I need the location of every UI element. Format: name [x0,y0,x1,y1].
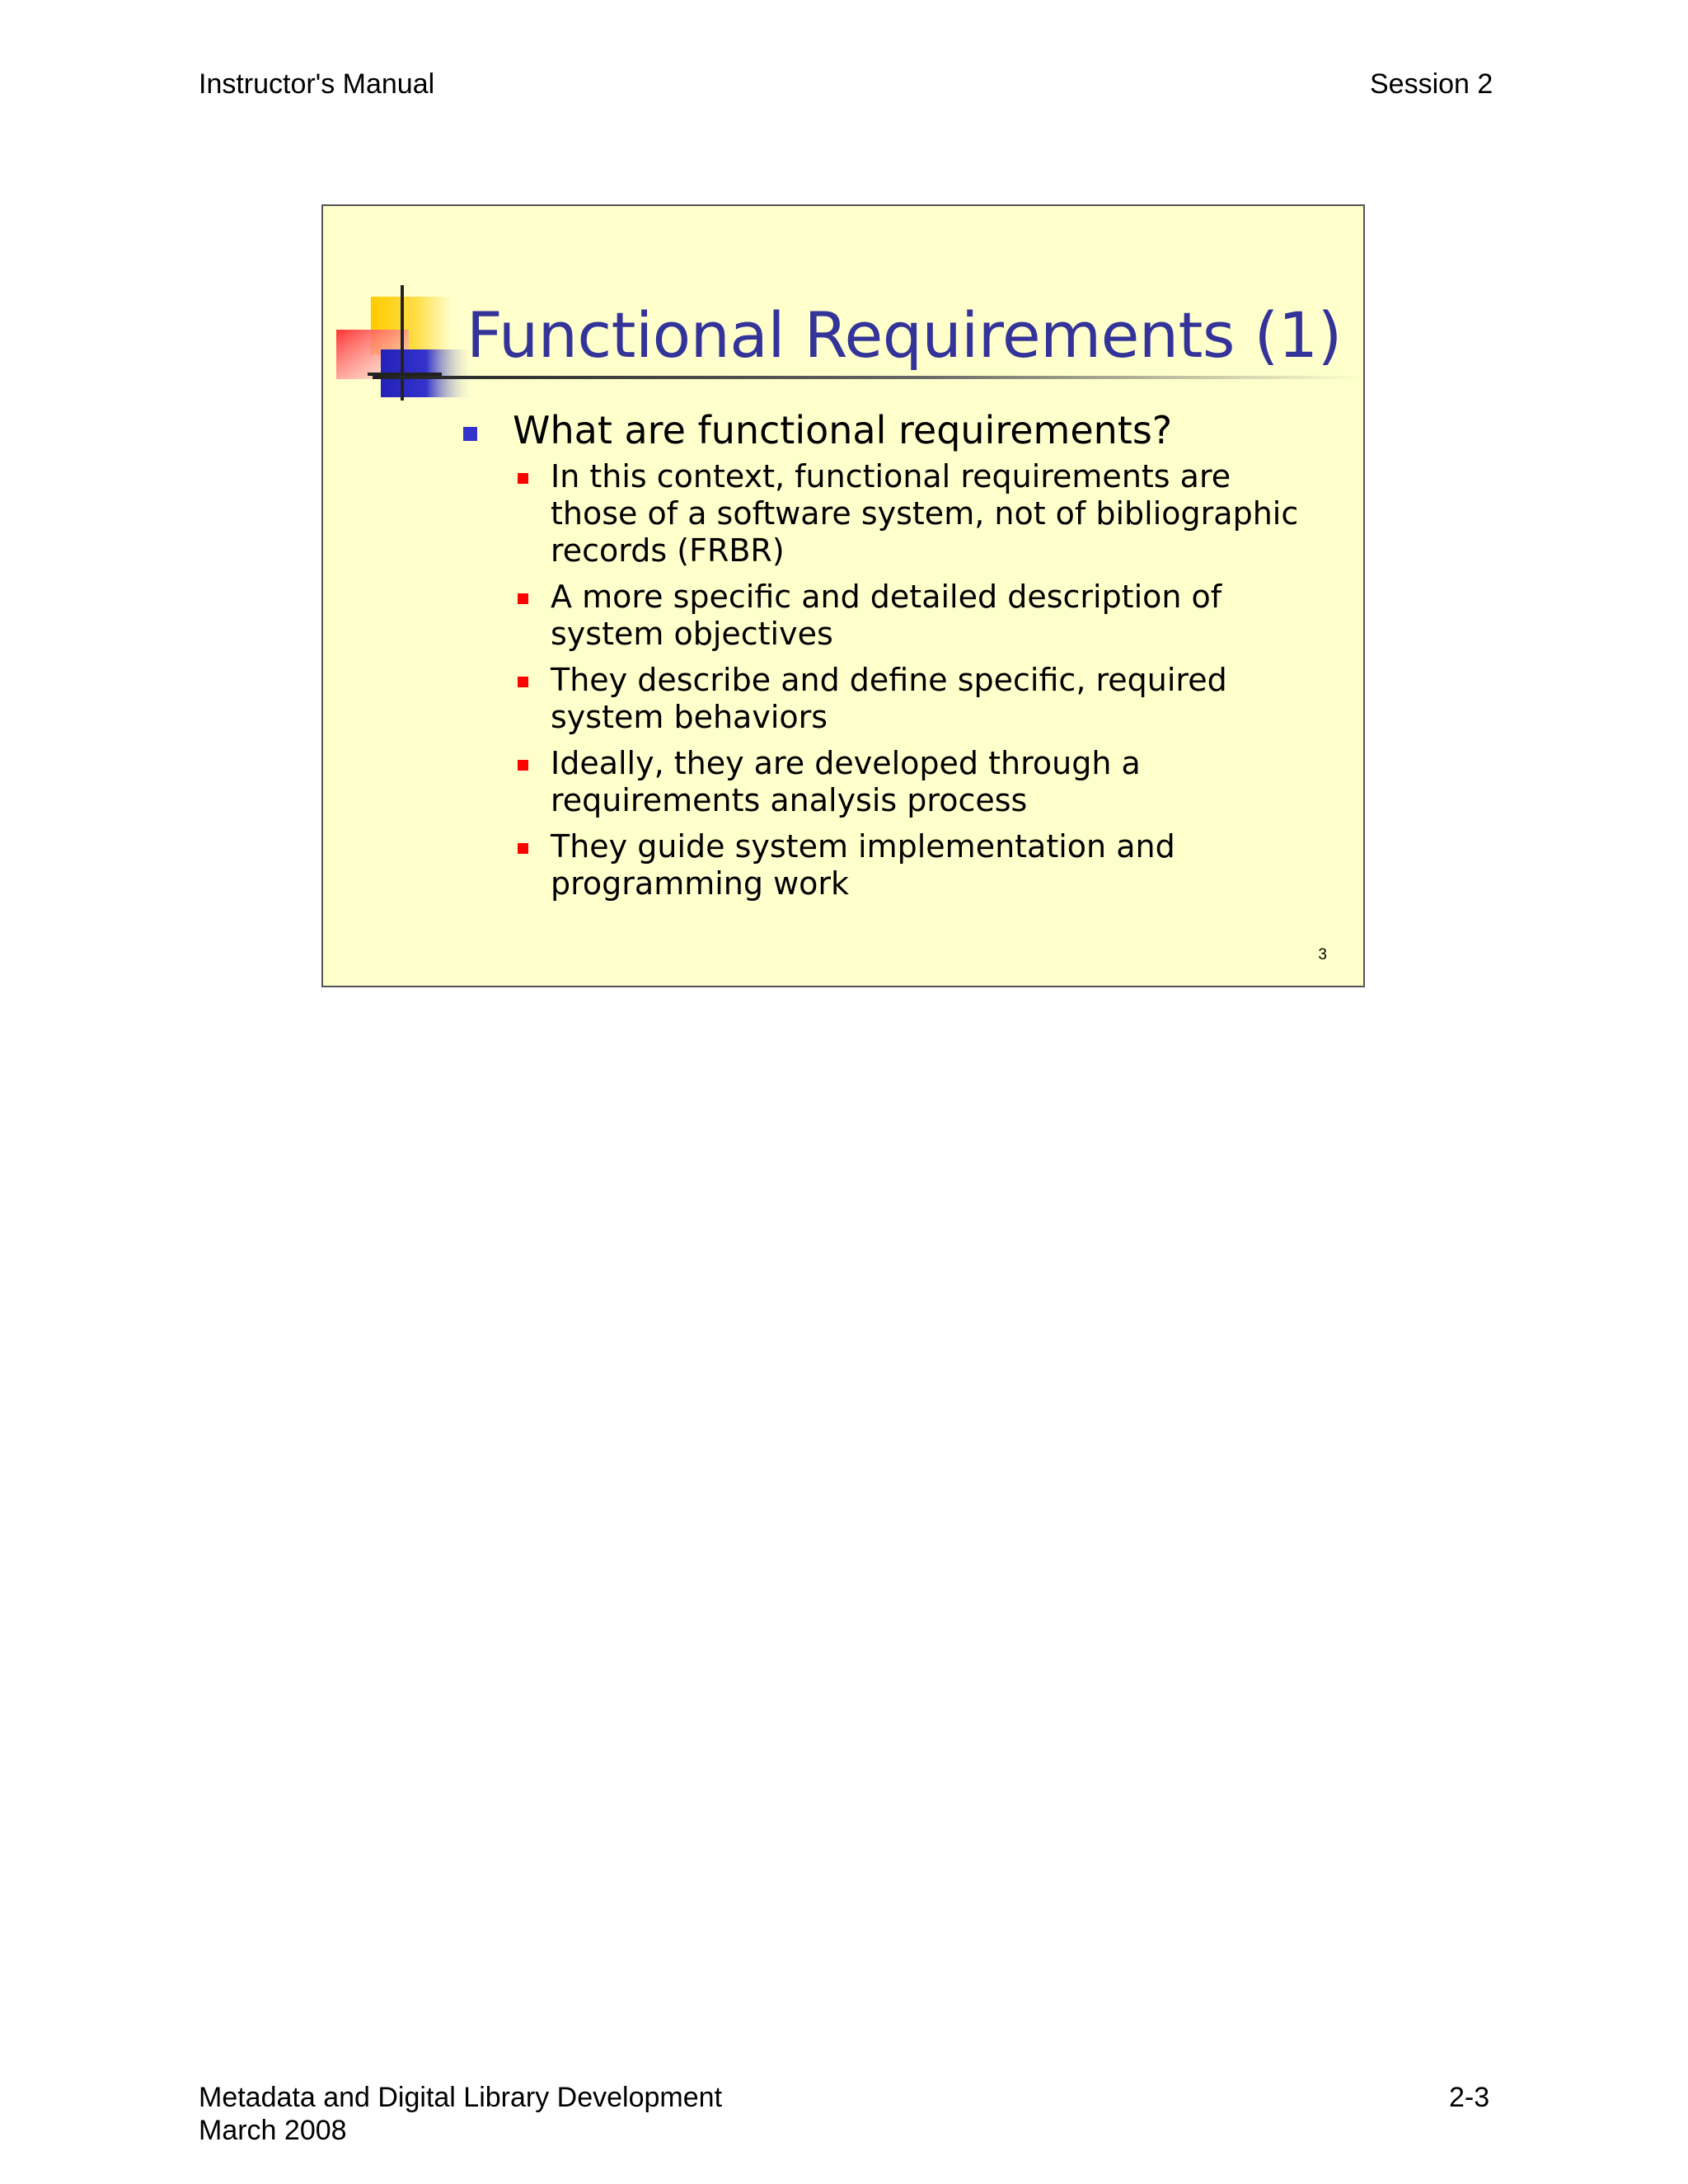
sub-bullet-item [518,828,1317,902]
sub-bullet-item [518,745,1317,819]
bullet-text: What are functional requirements? [513,408,1173,452]
square-bullet-icon [518,473,528,484]
square-bullet-icon [518,843,528,854]
page-header-title: Instructor's Manual [199,68,435,100]
sub-bullet-list [463,458,1353,902]
bullet-item [463,407,1353,453]
page-number: 2-3 [1449,2082,1490,2113]
sub-bullet-text: A more specific and detailed description of system objectives [551,579,1222,652]
page-header-session: Session 2 [1370,68,1493,100]
sub-bullet-item [518,662,1317,736]
slide-bullet-list [463,407,1353,912]
sub-bullet-text: Ideally, they are developed through a requirements analysis process [551,745,1141,818]
sub-bullet-text: In this context, functional requirements are those of a software system, not of bibliographic records (FRBR) [551,458,1299,569]
sub-bullet-item [518,579,1317,653]
square-bullet-icon [518,760,528,771]
square-bullet-icon [518,593,528,604]
slide [321,204,1365,987]
sub-bullet-text: They describe and define specific, required system behaviors [551,662,1227,735]
square-bullet-icon [518,677,528,687]
title-underline [373,374,1362,381]
square-bullet-icon [463,427,477,441]
slide-title: Functional Requirements (1) [467,298,1342,372]
page-footer-date: March 2008 [199,2115,347,2146]
page-footer-course: Metadata and Digital Library Development [199,2082,723,2113]
slide-logo-icon [335,282,475,405]
sub-bullet-text: They guide system implementation and programming work [551,828,1175,902]
sub-bullet-item [518,458,1317,569]
slide-number: 3 [1318,946,1327,963]
